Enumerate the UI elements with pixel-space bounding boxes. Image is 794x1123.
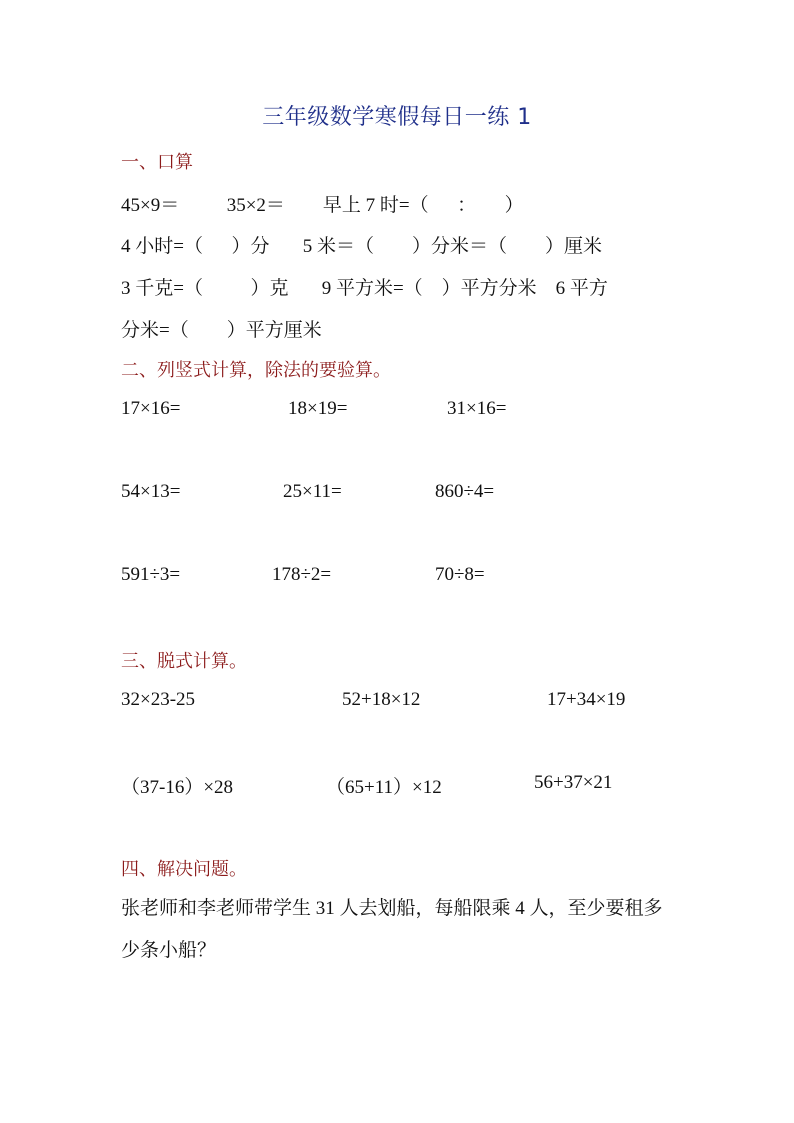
stepwise-problem: 56+37×21 (534, 772, 613, 793)
vertical-problem: 178÷2= (272, 564, 332, 585)
vertical-problem: 591÷3= (121, 564, 181, 585)
oral-line-2: 4 小时=（ ）分 5 米＝（ ）分米＝（ ）厘米 (121, 236, 602, 257)
vertical-problem: 31×16= (447, 398, 507, 419)
word-problem-text: 张老师和李老师带学生 31 人去划船，每船限乘 4 人，至少要租多少条小船？ (121, 898, 663, 961)
vertical-problem: 54×13= (121, 481, 181, 502)
stepwise-problem: （65+11）×12 (326, 777, 442, 798)
vertical-problem: 17×16= (121, 398, 181, 419)
section-heading-word-problem: 四、解决问题。 (121, 859, 247, 880)
section-heading-stepwise: 三、脱式计算。 (121, 651, 247, 672)
stepwise-problem: （37-16）×28 (121, 777, 234, 798)
oral-line-1: 45×9＝ 35×2＝ 早上 7 时=（ ： ） (121, 195, 524, 216)
vertical-problem: 860÷4= (435, 481, 495, 502)
section-heading-vertical: 二、列竖式计算，除法的要验算。 (121, 360, 391, 381)
oral-line-3: 3 千克=（ ）克 9 平方米=（ ）平方分米 6 平方 (121, 278, 608, 299)
stepwise-problem: 32×23-25 (121, 689, 196, 710)
vertical-problem: 18×19= (288, 398, 348, 419)
page-title: 三年级数学寒假每日一练 1 (262, 105, 532, 130)
section-heading-oral: 一、口算 (121, 152, 193, 173)
vertical-problem: 70÷8= (435, 564, 485, 585)
vertical-problem: 25×11= (283, 481, 342, 502)
stepwise-problem: 52+18×12 (342, 689, 421, 710)
oral-line-4: 分米=（ ）平方厘米 (121, 320, 322, 341)
stepwise-problem: 17+34×19 (547, 689, 626, 710)
